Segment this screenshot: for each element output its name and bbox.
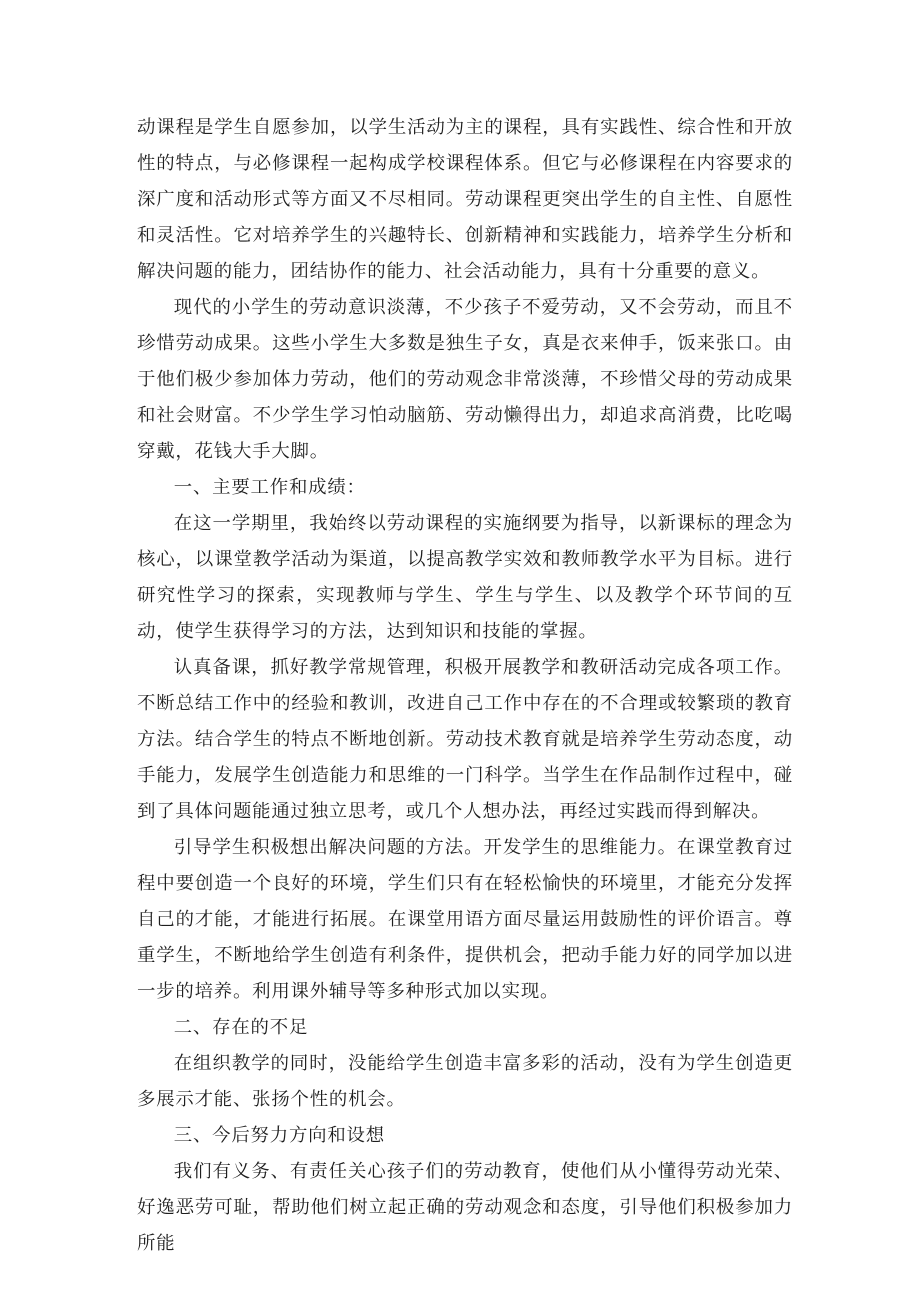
paragraph-continued: 动课程是学生自愿参加，以学生活动为主的课程，具有实践性、综合性和开放性的特点，与必修课程一起构成学校课程体系。但它与必修课程在内容要求的深广度和活动形式等方面又不尽相同。劳动课程更突出学生的自主性、自愿性和灵活性。它对培养学生的兴趣特长、创新精神和实践能力，培养学生分析和解决问题的能力，团结协作的能力、社会活动能力，具有十分重要的意义。 [137, 117, 793, 282]
paragraph-guide-students: 引导学生积极想出解决问题的方法。开发学生的思维能力。在课堂教育过程中要创造一个良好的环境，学生们只有在轻松愉快的环境里，才能充分发挥自己的才能，才能进行拓展。在课堂用语方面尽量运用鼓励性的评价语言。尊重学生，不断地给学生创造有利条件，提供机会，把动手能力好的同学加以进一步的培养。利用课外辅导等多种形式加以实现。 [137, 837, 793, 1002]
paragraph-semester-guidance: 在这一学期里，我始终以劳动课程的实施纲要为指导，以新课标的理念为核心，以课堂教学活动为渠道，以提高教学实效和教师教学水平为目标。进行研究性学习的探索，实现教师与学生、学生与学生、以及教学个环节间的互动，使学生获得学习的方法，达到知识和技能的掌握。 [137, 513, 793, 642]
section-heading-future-direction: 三、今后努力方向和设想 [173, 1125, 385, 1146]
paragraph-labor-awareness: 现代的小学生的劳动意识淡薄，不少孩子不爱劳动，又不会劳动，而且不珍惜劳动成果。这些小学生大多数是独生子女，真是衣来伸手，饭来张口。由于他们极少参加体力劳动，他们的劳动观念非常淡薄，不珍惜父母的劳动成果和社会财富。不少学生学习怕动脑筋、劳动懒得出力，却追求高消费，比吃喝穿戴，花钱大手大脚。 [137, 297, 793, 462]
section-heading-main-work: 一、主要工作和成绩： [173, 477, 366, 498]
document-body [137, 110, 793, 1262]
paragraph-future-direction: 我们有义务、有责任关心孩子们的劳动教育，使他们从小懂得劳动光荣、好逸恶劳可耻，帮助他们树立起正确的劳动观念和态度，引导他们积极参加力所能 [137, 1161, 793, 1254]
section-heading-shortcomings: 二、存在的不足 [173, 1017, 309, 1038]
paragraph-shortcomings: 在组织教学的同时，没能给学生创造丰富多彩的活动，没有为学生创造更多展示才能、张扬个性的机会。 [137, 1053, 793, 1110]
paragraph-lesson-prep: 认真备课，抓好教学常规管理，积极开展教学和教研活动完成各项工作。不断总结工作中的经验和教训，改进自己工作中存在的不合理或较繁琐的教育方法。结合学生的特点不断地创新。劳动技术教育就是培养学生劳动态度，动手能力，发展学生创造能力和思维的一门科学。当学生在作品制作过程中，碰到了具体问题能通过独立思考，或几个人想办法，再经过实践而得到解决。 [137, 657, 793, 822]
